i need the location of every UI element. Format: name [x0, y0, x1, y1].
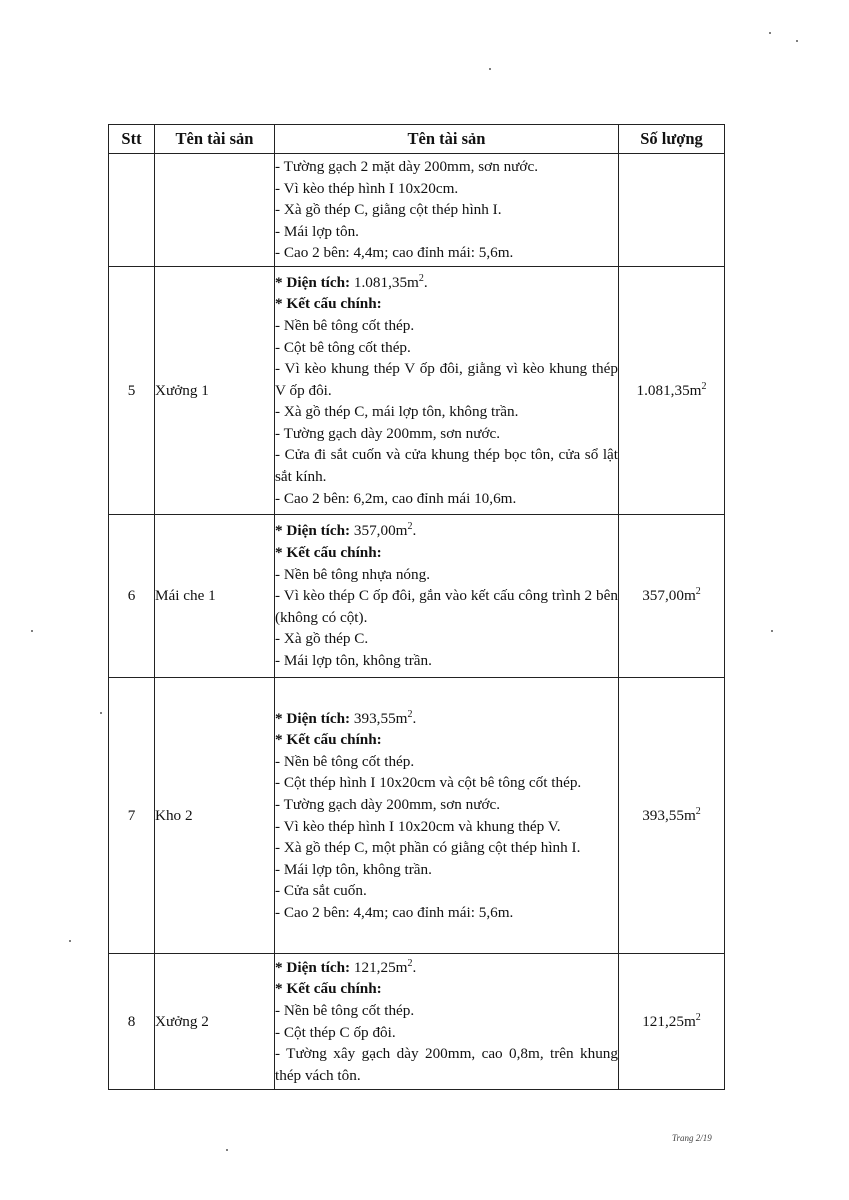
table-row	[109, 154, 725, 267]
asset-quantity	[619, 954, 725, 1090]
scan-speck	[771, 630, 773, 632]
header-description: Tên tài sản	[275, 125, 619, 154]
quantity-value: 393,55m	[642, 806, 696, 824]
line-text: - Nền bê tông nhựa nóng.	[275, 565, 431, 583]
asset-description	[275, 267, 619, 515]
line-lead: * Kết cấu chính:	[275, 295, 382, 313]
quantity-value: 1.081,35m	[636, 381, 702, 399]
description-line	[275, 957, 618, 979]
description-line	[275, 880, 618, 902]
header-name: Tên tài sản	[155, 125, 275, 154]
line-text: - Mái lợp tôn, không trần.	[275, 651, 432, 669]
row-number: 7	[109, 678, 155, 954]
line-text: - Cửa sắt cuốn.	[275, 882, 367, 900]
line-lead: * Kết cấu chính:	[275, 544, 382, 562]
line-text: - Tường gạch dày 200mm, sơn nước.	[275, 795, 501, 813]
table-header	[109, 125, 725, 154]
line-text: 357,00m	[350, 522, 408, 540]
line-tail: .	[412, 958, 417, 976]
header-quantity: Số lượng	[619, 125, 725, 154]
description-line	[275, 794, 618, 816]
line-tail: .	[423, 273, 428, 291]
line-text: - Nền bê tông cốt thép.	[275, 752, 415, 770]
line-text: - Tường gạch dày 200mm, sơn nước.	[275, 424, 501, 442]
line-tail: .	[412, 709, 417, 727]
scan-speck	[769, 32, 771, 34]
table-row	[109, 678, 725, 954]
asset-name	[155, 154, 275, 267]
line-text: - Tường xây gạch dày 200mm, cao 0,8m, trên khung thép vách tôn.	[275, 1045, 618, 1084]
line-text: - Xà gồ thép C, một phần có giằng cột thép hình I.	[275, 839, 581, 857]
asset-table	[108, 124, 725, 1090]
line-text: - Cao 2 bên: 4,4m; cao đỉnh mái: 5,6m.	[275, 244, 514, 262]
scan-speck	[69, 940, 71, 942]
asset-quantity	[619, 154, 725, 267]
line-lead: * Diện tích:	[275, 273, 351, 291]
line-text: - Cột thép C ốp đôi.	[275, 1023, 396, 1041]
quantity-value: 357,00m	[642, 587, 696, 605]
line-text: - Vì kèo thép hình I 10x20cm.	[275, 179, 459, 197]
line-text: - Mái lợp tôn.	[275, 222, 359, 240]
line-lead: * Diện tích:	[275, 958, 351, 976]
line-text: - Vì kèo thép C ốp đôi, gắn vào kết cấu công trình 2 bên (không có cột).	[275, 587, 618, 626]
line-text: - Cột thép hình I 10x20cm và cột bê tông cốt thép.	[275, 774, 582, 792]
description-line	[275, 520, 618, 542]
description-line	[275, 242, 618, 264]
unit-exponent: 2	[407, 957, 413, 969]
description-line	[275, 293, 618, 315]
asset-quantity	[619, 515, 725, 678]
unit-exponent: 2	[418, 272, 424, 284]
table-row	[109, 267, 725, 515]
asset-description	[275, 154, 619, 267]
description-line	[275, 1000, 618, 1022]
description-line	[275, 156, 618, 178]
asset-name: Kho 2	[155, 678, 275, 954]
line-lead: * Diện tích:	[275, 709, 351, 727]
quantity-exponent: 2	[701, 380, 707, 392]
scan-speck	[100, 712, 102, 714]
unit-exponent: 2	[407, 708, 413, 720]
table-body	[109, 154, 725, 1090]
description-line	[275, 772, 618, 794]
description-line	[275, 751, 618, 773]
quantity-value: 121,25m	[642, 1012, 696, 1030]
line-text: 1.081,35m	[350, 273, 419, 291]
description-line	[275, 444, 618, 487]
line-text: - Cao 2 bên: 4,4m; cao đỉnh mái: 5,6m.	[275, 903, 514, 921]
description-line	[275, 729, 618, 751]
line-text: - Cột bê tông cốt thép.	[275, 338, 411, 356]
scan-speck	[796, 40, 798, 42]
asset-quantity	[619, 678, 725, 954]
line-tail: .	[412, 522, 417, 540]
description-line	[275, 978, 618, 1000]
asset-name: Xưởng 1	[155, 267, 275, 515]
row-number	[109, 154, 155, 267]
description-line	[275, 837, 618, 859]
table-row	[109, 515, 725, 678]
line-lead: * Diện tích:	[275, 522, 351, 540]
description-line	[275, 272, 618, 294]
line-text: - Cửa đi sắt cuốn và cửa khung thép bọc tôn, cửa sổ lật sắt kính.	[275, 446, 618, 486]
asset-description	[275, 678, 619, 954]
row-number: 5	[109, 267, 155, 515]
line-text: - Xà gồ thép C, giằng cột thép hình I.	[275, 201, 502, 219]
line-lead: * Kết cấu chính:	[275, 980, 382, 998]
scan-speck	[226, 1149, 228, 1151]
asset-description	[275, 515, 619, 678]
page-number: Trang 2/19	[672, 1133, 712, 1143]
description-line	[275, 178, 618, 200]
description-line	[275, 650, 618, 672]
line-text: - Cao 2 bên: 6,2m, cao đỉnh mái 10,6m.	[275, 489, 517, 507]
line-text: - Xà gồ thép C, mái lợp tôn, không trần.	[275, 403, 519, 421]
description-line	[275, 1043, 618, 1086]
row-number: 6	[109, 515, 155, 678]
header-row	[109, 125, 725, 154]
line-text: - Xà gồ thép C.	[275, 630, 369, 648]
line-text: - Tường gạch 2 mặt dày 200mm, sơn nước.	[275, 158, 538, 176]
quantity-exponent: 2	[695, 1011, 701, 1023]
description-line	[275, 902, 618, 924]
description-line	[275, 628, 618, 650]
scan-speck	[489, 68, 491, 70]
row-number: 8	[109, 954, 155, 1090]
description-line	[275, 708, 618, 730]
quantity-exponent: 2	[695, 586, 701, 598]
header-stt: Stt	[109, 125, 155, 154]
asset-description	[275, 954, 619, 1090]
description-line	[275, 859, 618, 881]
table-row	[109, 954, 725, 1090]
line-text: 393,55m	[350, 709, 408, 727]
description-line	[275, 199, 618, 221]
line-text: - Vì kèo khung thép V ốp đôi, giằng vì kèo khung thép V ốp đôi.	[275, 360, 618, 399]
unit-exponent: 2	[407, 521, 413, 533]
description-line	[275, 358, 618, 401]
line-text: - Nền bê tông cốt thép.	[275, 316, 415, 334]
line-text: - Vì kèo thép hình I 10x20cm và khung thép V.	[275, 817, 561, 835]
description-line	[275, 488, 618, 510]
description-line	[275, 564, 618, 586]
line-text: - Nền bê tông cốt thép.	[275, 1001, 415, 1019]
description-line	[275, 315, 618, 337]
description-line	[275, 542, 618, 564]
asset-name: Xưởng 2	[155, 954, 275, 1090]
asset-name: Mái che 1	[155, 515, 275, 678]
description-line	[275, 1022, 618, 1044]
asset-quantity	[619, 267, 725, 515]
scan-speck	[31, 630, 33, 632]
quantity-exponent: 2	[695, 805, 701, 817]
description-line	[275, 585, 618, 628]
description-line	[275, 337, 618, 359]
description-line	[275, 423, 618, 445]
line-lead: * Kết cấu chính:	[275, 731, 382, 749]
description-line	[275, 221, 618, 243]
line-text: 121,25m	[350, 958, 408, 976]
line-text: - Mái lợp tôn, không trần.	[275, 860, 432, 878]
description-line	[275, 401, 618, 423]
description-line	[275, 816, 618, 838]
